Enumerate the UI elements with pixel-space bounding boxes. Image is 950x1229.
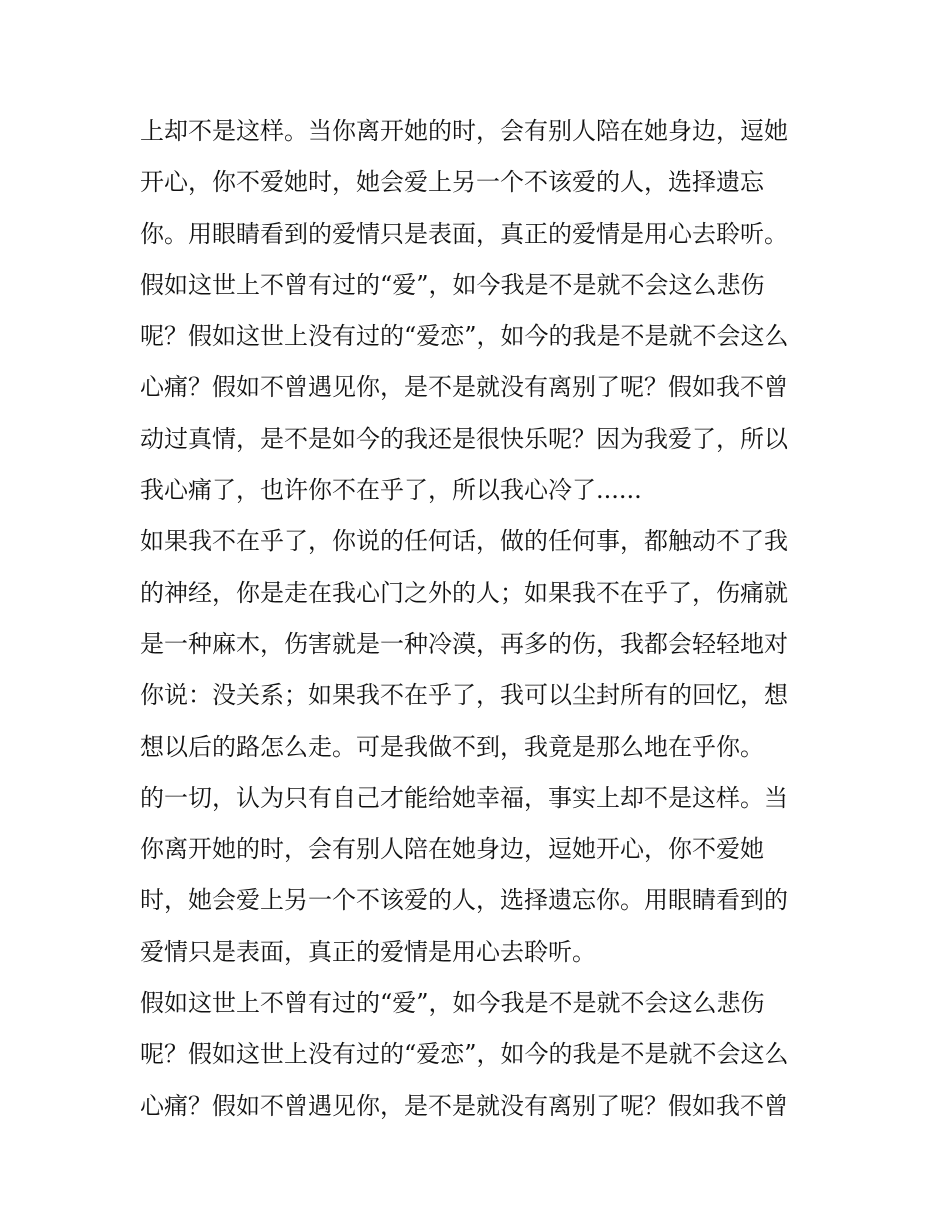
- text-line: 是一种麻木，伤害就是一种冷漠，再多的伤，我都会轻轻地对: [140, 629, 788, 658]
- text-line: 心痛？假如不曾遇见你，是不是就没有离别了呢？假如我不曾: [140, 373, 788, 402]
- text-line: 呢？假如这世上没有过的“爱恋”，如今的我是不是就不会这么: [140, 322, 789, 351]
- text-line: 爱情只是表面，真正的爱情是用心去聆听。: [140, 937, 596, 966]
- text-line: 动过真情，是不是如今的我还是很快乐呢？因为我爱了，所以: [140, 424, 788, 453]
- text-line: 呢？假如这世上没有过的“爱恋”，如今的我是不是就不会这么: [140, 1040, 789, 1069]
- text-line: 假如这世上不曾有过的“爱”，如今我是不是就不会这么悲伤: [140, 270, 765, 299]
- text-line: 我心痛了，也许你不在乎了，所以我心冷了......: [140, 476, 642, 505]
- text-line: 想以后的路怎么走。可是我做不到，我竟是那么地在乎你。: [140, 732, 764, 761]
- text-line: 的神经，你是走在我心门之外的人；如果我不在乎了，伤痛就: [140, 578, 788, 607]
- body-text: [140, 106, 820, 1132]
- text-line: 心痛？假如不曾遇见你，是不是就没有离别了呢？假如我不曾: [140, 1091, 788, 1120]
- text-line: 你说：没关系；如果我不在乎了，我可以尘封所有的回忆，想: [140, 681, 788, 710]
- text-line: 如果我不在乎了，你说的任何话，做的任何事，都触动不了我: [140, 527, 788, 556]
- text-line: 时，她会爱上另一个不该爱的人，选择遗忘你。用眼睛看到的: [140, 886, 788, 915]
- text-line: 假如这世上不曾有过的“爱”，如今我是不是就不会这么悲伤: [140, 989, 765, 1018]
- text-line: 上却不是这样。当你离开她的时，会有别人陪在她身边，逗她: [140, 117, 788, 145]
- text-line: 你。用眼睛看到的爱情只是表面，真正的爱情是用心去聆听。: [140, 219, 788, 248]
- text-line: 开心，你不爱她时，她会爱上另一个不该爱的人，选择遗忘: [140, 168, 764, 197]
- text-line: 你离开她的时，会有别人陪在她身边，逗她开心，你不爱她: [140, 835, 764, 864]
- text-line: 的一切，认为只有自己才能给她幸福，事实上却不是这样。当: [140, 783, 788, 812]
